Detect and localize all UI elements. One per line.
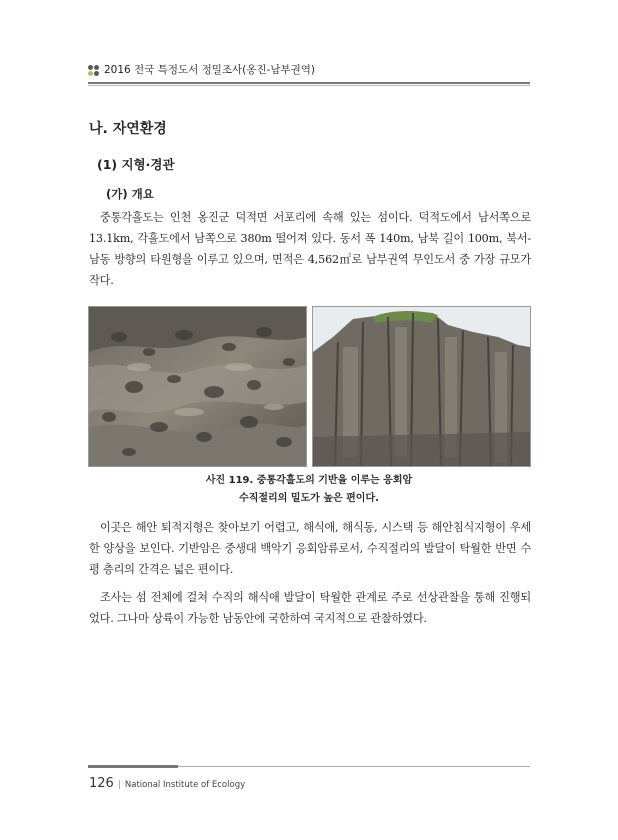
figure-caption-note: 수직절리의 밀도가 높은 편이다. (239, 493, 379, 504)
footer-rule-accent (88, 765, 178, 768)
photo-tuff-surface (88, 306, 307, 467)
section-heading: 나. 자연환경 (89, 121, 167, 137)
subsubsection-heading: (가) 개요 (106, 187, 154, 201)
paragraph-landforms: 이곳은 해안 퇴적지형은 찾아보기 어렵고, 해식애, 해식동, 시스택 등 해안침식지형이 우세한 양상을 보인다. 기반암은 중생대 백악기 응회암류로서, 수직절리의 발달이 탁월한 반면 수평 층리의 간격은 넓은 편이다. (89, 521, 531, 576)
rock-photo-right-image (313, 307, 530, 466)
header-dots-icon (88, 65, 100, 77)
institute-name: National Institute of Ecology (124, 780, 246, 790)
header-title: 2016 전국 특정도서 정밀조사(옹진-남부권역) (104, 64, 316, 76)
photo-jointed-cliff (312, 306, 531, 467)
paragraph-overview: 중통각흘도는 인천 옹진군 덕적면 서포리에 속해 있는 섬이다. 덕적도에서 남서쪽으로 13.1km, 각흘도에서 남쪽으로 380m 떨어져 있다. 동서 폭 140m, 남북 길이 100m, 북서-남동 방향의 타원형을 이루고 있으며, 면적은 4,562㎡로 남부권역 무인도서 중 가장 규모가 작다. (89, 211, 531, 287)
page-footer (89, 772, 245, 791)
subsection-heading: (1) 지형·경관 (97, 157, 175, 172)
footer-separator: | (117, 780, 121, 790)
page-number: 126 (89, 776, 114, 791)
header-rule (88, 82, 530, 84)
figure-caption-title: 사진 119. 중통각흘도의 기반을 이루는 응회암 (205, 475, 413, 486)
header-rule-thin (88, 85, 530, 86)
paragraph-survey: 조사는 섬 전체에 걸쳐 수직의 해식애 발달이 탁월한 관계로 주로 선상관찰을 통해 진행되었다. 그나마 상륙이 가능한 남동안에 국한하여 국지적으로 관찰하였다. (89, 591, 531, 625)
rock-photo-left-image (89, 307, 306, 466)
